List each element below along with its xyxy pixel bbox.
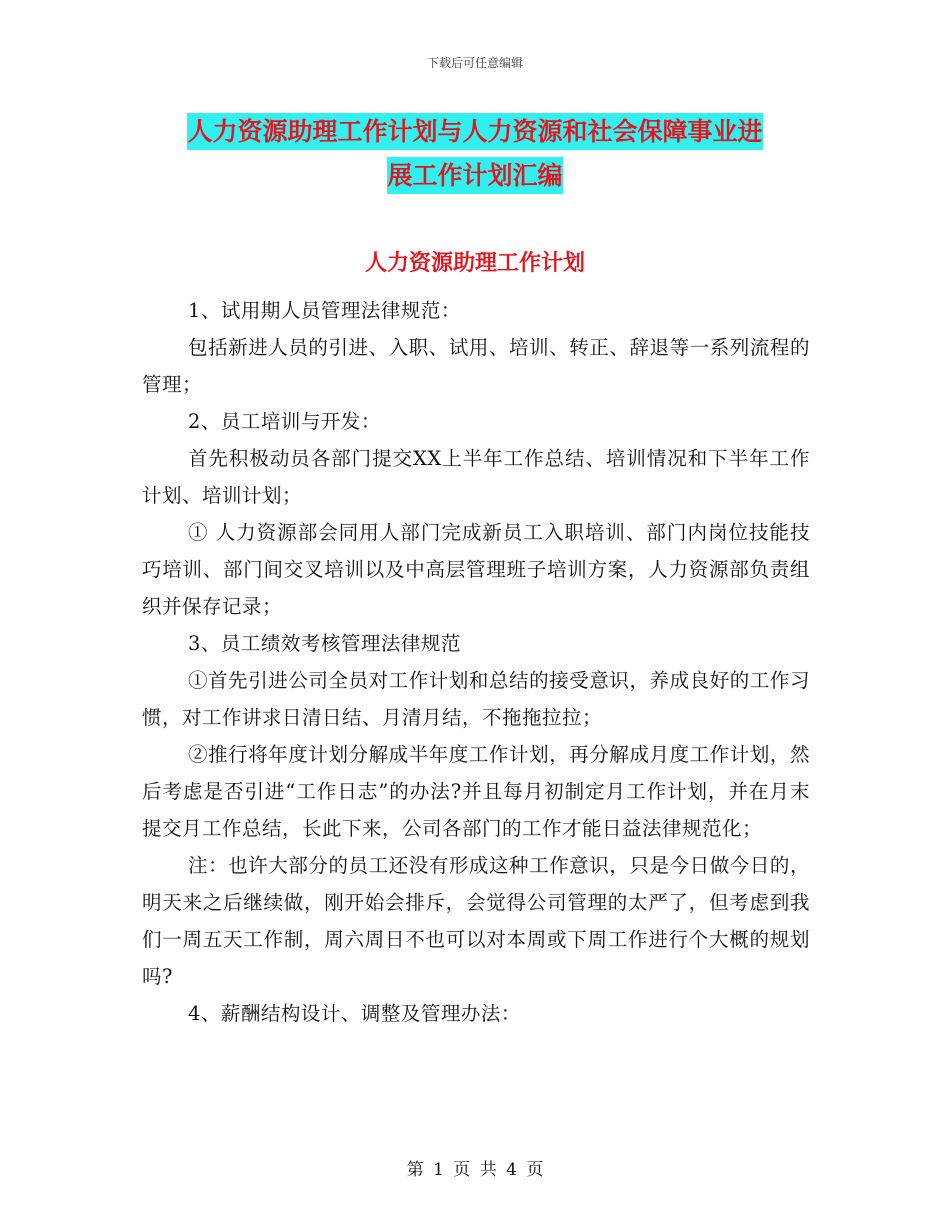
section-title: 人力资源助理工作计划 [364, 251, 585, 276]
document-body [142, 292, 810, 1032]
paragraph-3: 2、员工培训与开发： [188, 410, 381, 433]
paragraph-2: 包括新进人员的引进、入职、试用、培训、转正、辞退等一系列流程的管理； [142, 336, 810, 396]
paragraph-1: 1、试用期人员管理法律规范： [188, 299, 461, 322]
document-title [140, 110, 810, 198]
page-header-note: 下载后可任意编辑 [426, 56, 523, 70]
document-title-line-2: 展工作计划汇编 [387, 157, 562, 194]
paragraph-4: 首先积极动员各部门提交XX上半年工作总结、培训情况和下半年工作计划、培训计划； [142, 447, 810, 507]
page-number-footer: 第 1 页 共 4 页 [406, 1160, 544, 1180]
paragraph-9: 注：也许大部分的员工还没有形成这种工作意识，只是今日做今日的，明天来之后继续做，刚开始会排斥，会觉得公司管理的太严了，但考虑到我们一周五天工作制，周六周日不也可以对本周或下周工作进行个大概的规划吗? [142, 854, 810, 988]
paragraph-6: 3、员工绩效考核管理法律规范 [188, 632, 461, 655]
paragraph-10: 4、薪酬结构设计、调整及管理办法： [188, 1002, 521, 1025]
paragraph-5: ① 人力资源部会同用人部门完成新员工入职培训、部门内岗位技能技巧培训、部门间交叉培训以及中高层管理班子培训方案，人力资源部负责组织并保存记录； [142, 521, 810, 618]
paragraph-7: ①首先引进公司全员对工作计划和总结的接受意识，养成良好的工作习惯，对工作讲求日清日结、月清月结，不拖拖拉拉； [142, 669, 810, 729]
document-title-line-1: 人力资源助理工作计划与人力资源和社会保障事业进 [187, 113, 762, 150]
paragraph-8: ②推行将年度计划分解成半年度工作计划，再分解成月度工作计划，然后考虑是否引进“工作日志”的办法?并且每月初制定月工作计划，并在月末提交月工作总结，长此下来，公司各部门的工作才能日益法律规范化； [142, 743, 810, 840]
